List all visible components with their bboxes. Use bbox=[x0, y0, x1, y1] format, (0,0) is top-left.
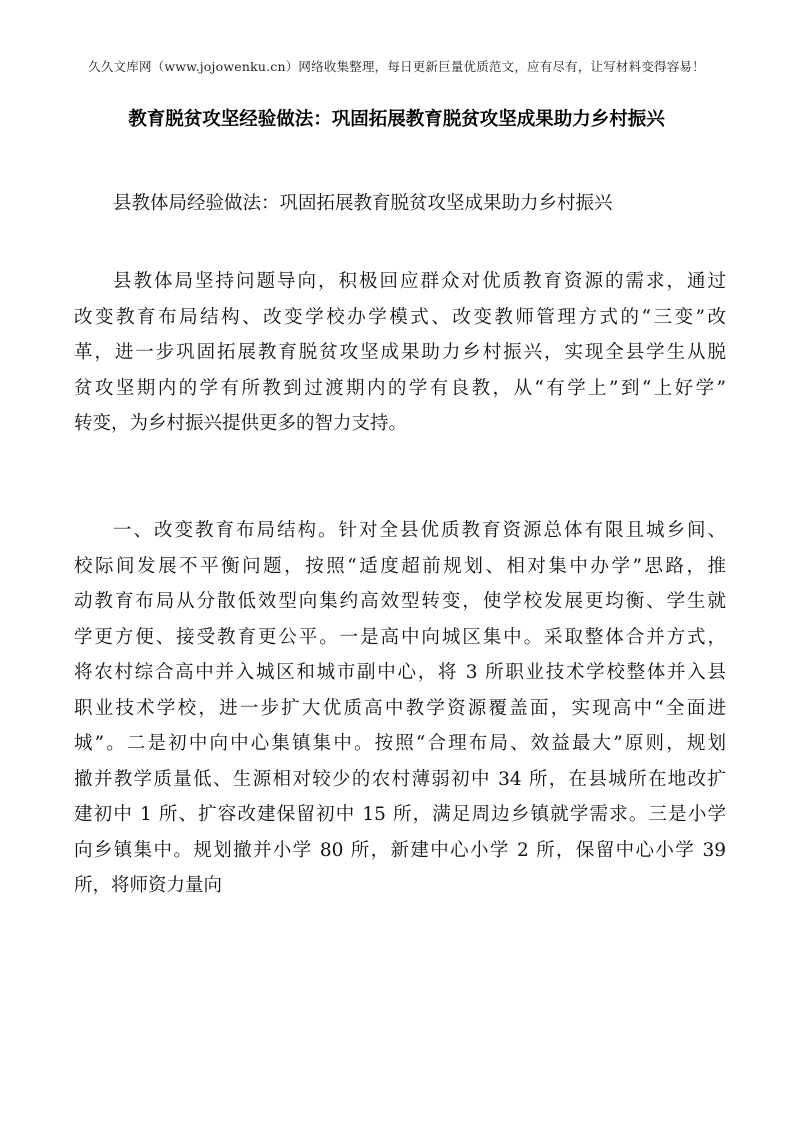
paragraph-line: 学更方便、接受教育更公平。一是高中向城区集中。采取整体合并方式， bbox=[74, 626, 726, 648]
paragraph-line: 所，将师资力量向 bbox=[74, 875, 223, 896]
paragraph-line: 将农村综合高中并入城区和城市副中心，将 3 所职业技术学校整体并入县 bbox=[74, 662, 726, 683]
paragraph-section-one bbox=[74, 513, 726, 904]
paragraph-line: 贫攻坚期内的学有所教到过渡期内的学有良教，从“有学上”到“上好学” bbox=[74, 377, 726, 399]
paragraph-line: 撤并教学质量低、生源相对较少的农村薄弱初中 34 所，在县城所在地改扩 bbox=[74, 768, 726, 790]
paragraph-line: 一、改变教育布局结构。针对全县优质教育资源总体有限且城乡间、 bbox=[113, 520, 726, 541]
paragraph-line: 革，进一步巩固拓展教育脱贫攻坚成果助力乡村振兴，实现全县学生从脱 bbox=[74, 342, 726, 363]
paragraph-line: 城”。二是初中向中心集镇集中。按照“合理布局、效益最大”原则，规划 bbox=[74, 733, 726, 754]
document-title: 教育脱贫攻坚经验做法：巩固拓展教育脱贫攻坚成果助力乡村振兴 bbox=[128, 109, 665, 130]
paragraph-line: 校际间发展不平衡问题，按照“适度超前规划、相对集中办学”思路，推 bbox=[74, 555, 726, 577]
paragraph-line: 职业技术学校，进一步扩大优质高中教学资源覆盖面，实现高中“全面进 bbox=[74, 697, 726, 719]
header-note: 久久文库网（www.jojowenku.cn）网络收集整理，每日更新巨量优质范文，应有尽有，让写材料变得容易！ bbox=[88, 59, 705, 74]
paragraph-line: 建初中 1 所、扩容改建保留初中 15 所，满足周边乡镇就学需求。三是小学 bbox=[74, 804, 726, 825]
paragraph-line: 向乡镇集中。规划撤并小学 80 所，新建中心小学 2 所，保留中心小学 39 bbox=[74, 839, 726, 861]
document-subtitle: 县教体局经验做法：巩固拓展教育脱贫攻坚成果助力乡村振兴 bbox=[113, 193, 613, 214]
paragraph-line: 县教体局坚持问题导向，积极回应群众对优质教育资源的需求，通过 bbox=[113, 271, 726, 292]
paragraph-line: 改变教育布局结构、改变学校办学模式、改变教师管理方式的“三变”改 bbox=[74, 306, 726, 328]
paragraph-line: 转变，为乡村振兴提供更多的智力支持。 bbox=[74, 413, 408, 434]
paragraph-intro bbox=[74, 264, 726, 442]
paragraph-line: 动教育布局从分散低效型向集约高效型转变，使学校发展更均衡、学生就 bbox=[74, 591, 726, 612]
